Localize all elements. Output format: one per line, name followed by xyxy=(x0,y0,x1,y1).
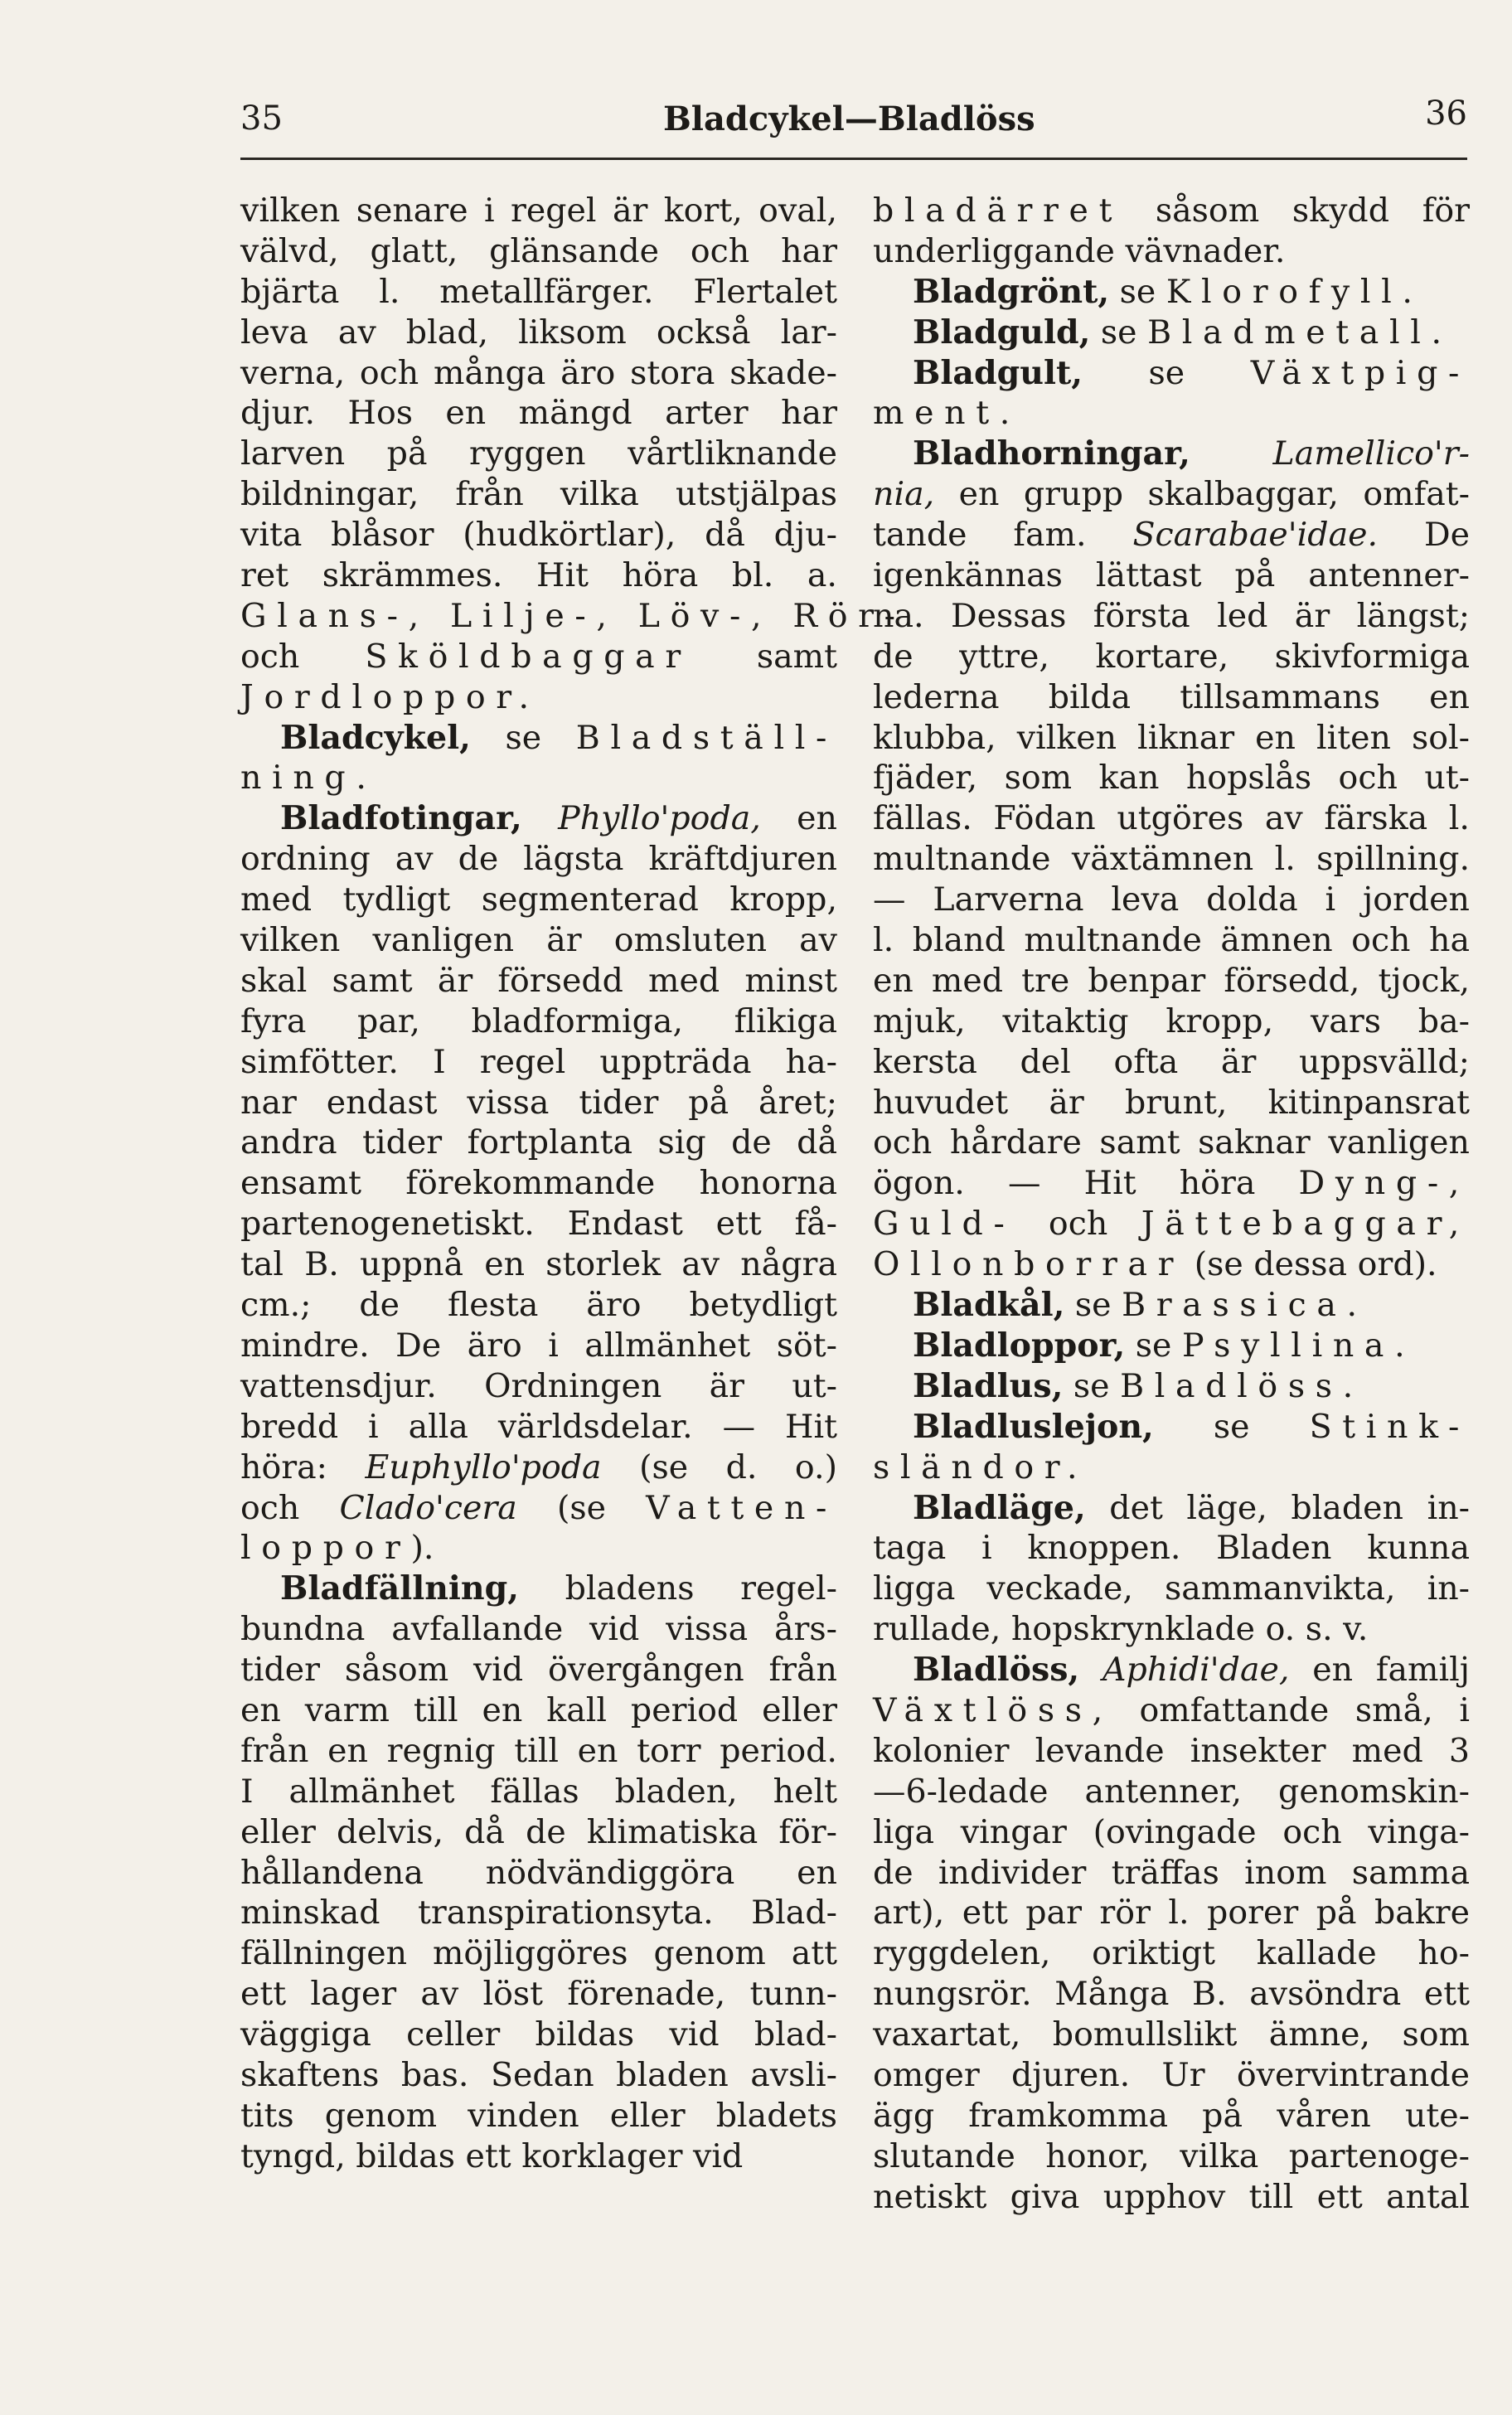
spaced-reference: bladärret xyxy=(873,192,1123,230)
text-segment: tal B. uppnå en storlek av några xyxy=(240,1245,837,1284)
text-segment: se xyxy=(1063,1366,1121,1405)
text-line xyxy=(873,718,1470,759)
text-line xyxy=(873,758,1470,798)
text-line xyxy=(873,1690,1470,1731)
text-segment: och xyxy=(240,1488,340,1527)
text-segment: med tydligt segmenterad kropp, xyxy=(240,880,837,919)
text-segment: leva av blad, liksom också lar- xyxy=(240,313,837,352)
text-line xyxy=(240,1974,837,2015)
text-segment: fällningen möjliggöres genom att xyxy=(240,1934,837,1973)
text-line xyxy=(873,677,1470,718)
spaced-reference: Bladlöss. xyxy=(1120,1366,1364,1405)
spaced-reference: Växtpig- xyxy=(1250,353,1470,392)
text-line xyxy=(873,596,1470,637)
text-line xyxy=(240,1123,837,1163)
text-segment: cm.; de flesta äro betydligt xyxy=(240,1286,837,1325)
right-page-number: 36 xyxy=(1425,95,1467,133)
text-line xyxy=(240,1731,837,1772)
text-line xyxy=(240,555,837,596)
text-segment: slutande honor, vilka partenoge- xyxy=(873,2136,1470,2175)
text-segment: mjuk, vitaktig kropp, vars ba- xyxy=(873,1001,1470,1040)
spaced-reference: sländor. xyxy=(873,1448,1088,1486)
text-segment: djur. Hos en mängd arter har xyxy=(240,394,837,433)
text-segment: (se xyxy=(516,1488,647,1527)
spaced-reference: Klorofyll. xyxy=(1166,272,1423,311)
text-line xyxy=(240,1690,837,1731)
text-line xyxy=(240,1163,837,1204)
text-line xyxy=(240,515,837,555)
text-line xyxy=(240,1488,837,1529)
text-segment: (se d. o.) xyxy=(601,1448,837,1486)
text-segment: vita blåsor (hudkörtlar), då dju- xyxy=(240,516,837,555)
text-line xyxy=(873,272,1470,313)
entry-headword: Bladfotingar, xyxy=(280,799,522,838)
entry-headword: Bladluslejon, xyxy=(913,1407,1154,1446)
running-header xyxy=(240,93,1467,151)
text-line xyxy=(873,1326,1470,1366)
text-segment: ett lager av löst förenade, tunn- xyxy=(240,1975,837,2014)
text-segment: skaftens bas. Sedan bladen avsli- xyxy=(240,2055,837,2094)
text-segment: vilken vanligen är omsluten av xyxy=(240,921,837,960)
text-line xyxy=(873,1042,1470,1083)
text-segment: tande fam. xyxy=(873,516,1133,555)
text-segment: tits genom vinden eller bladets xyxy=(240,2096,837,2135)
text-line xyxy=(240,1650,837,1690)
text-line xyxy=(240,353,837,394)
entry-headword: Bladläge, xyxy=(913,1488,1086,1527)
latin-term: Lamellico'r- xyxy=(1272,434,1470,473)
text-segment: vattensdjur. Ordningen är ut- xyxy=(240,1366,837,1405)
text-segment: ensamt förekommande honorna xyxy=(240,1164,837,1203)
text-segment: en xyxy=(760,799,837,838)
text-line xyxy=(873,393,1470,434)
text-line xyxy=(873,1528,1470,1569)
text-segment: bjärta l. metallfärger. Flertalet xyxy=(240,272,837,311)
text-line xyxy=(240,1448,837,1488)
text-line xyxy=(873,1407,1470,1448)
text-line xyxy=(240,1893,837,1933)
text-segment: nar endast vissa tider på året; xyxy=(240,1083,837,1122)
text-line xyxy=(240,718,837,759)
text-segment: — Larverna leva dolda i jorden xyxy=(873,880,1470,919)
text-line xyxy=(240,272,837,313)
text-segment: mindre. De äro i allmänhet söt- xyxy=(240,1326,837,1365)
text-segment: liga vingar (ovingade och vinga- xyxy=(873,1812,1470,1851)
spaced-reference: Vatten- xyxy=(646,1488,838,1527)
text-line xyxy=(873,1812,1470,1853)
text-segment: ögon. — Hit höra xyxy=(873,1164,1299,1203)
text-segment: ligga veckade, sammanvikta, in- xyxy=(873,1569,1470,1608)
text-segment: samt xyxy=(691,637,837,676)
text-line xyxy=(873,1974,1470,2015)
text-segment: se xyxy=(1125,1326,1182,1365)
spaced-reference: Glans-, Lilje-, Löv-, Rör- xyxy=(240,596,906,635)
text-segment: l. bland multnande ämnen och ha xyxy=(873,921,1470,960)
text-segment: verna, och många äro stora skade- xyxy=(240,353,837,392)
text-line xyxy=(873,920,1470,961)
text-segment: se xyxy=(470,718,576,757)
text-line xyxy=(873,2015,1470,2055)
text-segment: larven på ryggen vårtliknande xyxy=(240,434,837,473)
right-text-column xyxy=(873,191,1470,2218)
text-line xyxy=(873,1650,1470,1690)
text-line xyxy=(873,191,1470,231)
latin-term: Phyllo'poda, xyxy=(558,799,761,838)
text-line xyxy=(240,313,837,353)
latin-term: Scarabae'idae. xyxy=(1132,516,1379,555)
latin-term: Clado'cera xyxy=(339,1488,517,1527)
text-segment: en med tre benpar försedd, tjock, xyxy=(873,961,1470,1000)
text-segment: igenkännas lättast på antenner- xyxy=(873,556,1470,595)
text-segment: multnande växtämnen l. spillning. xyxy=(873,840,1470,879)
entry-headword: Bladlus, xyxy=(913,1366,1064,1405)
text-line xyxy=(240,2015,837,2055)
text-segment: kolonier levande insekter med 3 xyxy=(873,1731,1470,1770)
text-line xyxy=(873,1083,1470,1123)
spaced-reference: Psyllina. xyxy=(1182,1326,1416,1365)
text-line xyxy=(873,434,1470,474)
latin-term: nia, xyxy=(873,475,935,514)
text-segment: kersta del ofta är uppsvälld; xyxy=(873,1042,1470,1081)
text-line xyxy=(240,2136,837,2177)
entry-headword: Bladfällning, xyxy=(280,1569,520,1608)
text-line xyxy=(873,798,1470,839)
text-line xyxy=(873,1853,1470,1894)
text-line xyxy=(873,961,1470,1001)
text-segment: fyra par, bladformiga, flikiga xyxy=(240,1001,837,1040)
text-line xyxy=(240,880,837,920)
text-segment: bredd i alla världsdelar. — Hit xyxy=(240,1407,837,1446)
text-segment: och hårdare samt saknar vanligen xyxy=(873,1123,1470,1162)
text-line xyxy=(873,1163,1470,1204)
text-line xyxy=(240,1933,837,1974)
text-line xyxy=(240,839,837,880)
text-line xyxy=(873,1448,1470,1488)
text-line xyxy=(240,1042,837,1083)
text-segment: de yttre, kortare, skivformiga xyxy=(873,637,1470,676)
spaced-reference: Brassica. xyxy=(1122,1286,1368,1325)
text-segment: minskad transpirationsyta. Blad- xyxy=(240,1894,837,1932)
text-segment: de individer träffas inom samma xyxy=(873,1853,1470,1892)
entry-headword: Bladgult, xyxy=(913,353,1083,392)
text-line xyxy=(873,880,1470,920)
text-segment xyxy=(522,799,558,837)
text-line xyxy=(873,1488,1470,1529)
text-line xyxy=(240,1609,837,1650)
text-segment xyxy=(1190,434,1273,473)
text-line xyxy=(240,1812,837,1853)
text-segment: fällas. Födan utgöres av färska l. xyxy=(873,799,1470,838)
text-segment: såsom skydd för xyxy=(1122,192,1470,230)
text-segment: fjäder, som kan hopslås och ut- xyxy=(873,759,1470,798)
left-page-number: 35 xyxy=(240,99,283,138)
text-segment: eller delvis, då de klimatiska för- xyxy=(240,1812,837,1851)
text-line xyxy=(240,434,837,474)
text-segment: netiskt giva upphov till ett antal xyxy=(873,2177,1470,2216)
running-title: Bladcykel—Bladlöss xyxy=(663,99,1035,138)
text-line xyxy=(240,474,837,515)
text-segment: na. Dessas första led är längst; xyxy=(873,596,1470,635)
text-segment xyxy=(1079,1651,1102,1689)
spaced-reference: Stink- xyxy=(1309,1407,1470,1446)
text-line xyxy=(240,1083,837,1123)
text-segment: bladens regel- xyxy=(519,1569,837,1608)
text-line xyxy=(240,1285,837,1326)
text-line xyxy=(240,1244,837,1285)
spaced-reference: Bladmetall. xyxy=(1147,313,1452,352)
text-segment: se xyxy=(1082,353,1251,392)
text-segment: taga i knoppen. Bladen kunna xyxy=(873,1529,1470,1568)
text-segment: en grupp skalbaggar, omfat- xyxy=(934,475,1470,514)
text-segment: och xyxy=(240,637,366,676)
text-line xyxy=(873,555,1470,596)
text-segment: välvd, glatt, glänsande och har xyxy=(240,231,837,270)
spaced-reference: loppor xyxy=(240,1529,411,1568)
text-segment: andra tider fortplanta sig de då xyxy=(240,1123,837,1162)
text-line xyxy=(873,1569,1470,1609)
text-line xyxy=(873,1772,1470,1812)
entry-headword: Bladhorningar, xyxy=(913,434,1190,473)
text-segment: omfattande små, i xyxy=(1112,1690,1470,1729)
text-segment: se xyxy=(1090,313,1148,352)
text-line xyxy=(873,2177,1470,2218)
text-segment: hållandena nödvändiggöra en xyxy=(240,1853,837,1892)
text-line xyxy=(240,1853,837,1894)
text-segment: se xyxy=(1109,272,1166,311)
text-segment: (se dessa ord). xyxy=(1184,1245,1437,1284)
text-line xyxy=(873,313,1470,353)
text-line xyxy=(873,839,1470,880)
text-line xyxy=(873,1001,1470,1042)
text-segment: partenogenetiskt. Endast ett få- xyxy=(240,1205,837,1244)
text-line xyxy=(873,2136,1470,2177)
text-line xyxy=(873,1285,1470,1326)
text-segment: ägg framkomma på våren ute- xyxy=(873,2096,1470,2135)
text-segment: se xyxy=(1064,1286,1122,1325)
text-line xyxy=(240,2055,837,2096)
text-line xyxy=(873,1933,1470,1974)
entry-headword: Bladgrönt, xyxy=(913,272,1110,311)
spaced-reference: Dyng-, xyxy=(1298,1164,1470,1203)
text-line xyxy=(873,1609,1470,1650)
spaced-reference: Ollonborrar xyxy=(873,1245,1185,1284)
text-line xyxy=(873,1893,1470,1933)
text-line xyxy=(873,231,1470,272)
text-segment: väggiga celler bildas vid blad- xyxy=(240,2015,837,2054)
text-line xyxy=(240,191,837,231)
text-segment: höra: xyxy=(240,1448,366,1486)
text-line xyxy=(873,353,1470,394)
text-line xyxy=(240,798,837,839)
text-segment: och xyxy=(1015,1205,1141,1244)
text-line xyxy=(240,1528,837,1569)
text-line xyxy=(240,596,906,637)
text-segment: se xyxy=(1153,1407,1310,1446)
text-line xyxy=(240,677,837,718)
text-segment: lederna bilda tillsammans en xyxy=(873,677,1470,716)
spaced-reference: Sköldbaggar xyxy=(365,637,691,676)
spaced-reference: Växtlöss, xyxy=(873,1690,1113,1729)
text-segment: en familj xyxy=(1289,1651,1470,1690)
text-segment: —6-ledade antenner, genomskin- xyxy=(873,1772,1470,1811)
text-line xyxy=(873,2096,1470,2136)
text-line xyxy=(873,1731,1470,1772)
text-segment: underliggande vävnader. xyxy=(873,231,1286,270)
text-segment: huvudet är brunt, kitinpansrat xyxy=(873,1083,1470,1122)
spaced-reference: Jordloppor. xyxy=(240,677,540,716)
text-line xyxy=(873,2055,1470,2096)
text-segment: nungsrör. Många B. avsöndra ett xyxy=(873,1975,1470,2014)
text-line xyxy=(240,1569,837,1609)
entry-headword: Bladguld, xyxy=(913,313,1091,352)
text-segment: De xyxy=(1378,516,1470,555)
text-segment: art), ett par rör l. porer på bakre xyxy=(873,1894,1470,1932)
text-segment: simfötter. I regel uppträda ha- xyxy=(240,1042,837,1081)
text-segment: ryggdelen, oriktigt kallade ho- xyxy=(873,1934,1470,1973)
spaced-reference: ning. xyxy=(240,759,377,798)
text-line xyxy=(873,515,1470,555)
spaced-reference: Jättebaggar, xyxy=(1141,1205,1470,1244)
text-segment: vilken senare i regel är kort, oval, xyxy=(240,192,837,230)
text-line xyxy=(873,1204,1470,1244)
text-segment: ret skrämmes. Hit höra bl. a. xyxy=(240,556,837,595)
header-rule xyxy=(240,158,1467,160)
text-line xyxy=(240,637,837,677)
text-segment: det läge, bladen in- xyxy=(1085,1488,1470,1527)
text-segment: klubba, vilken liknar en liten sol- xyxy=(873,718,1470,757)
text-line xyxy=(240,961,837,1001)
entry-headword: Bladkål, xyxy=(913,1286,1065,1325)
text-line xyxy=(873,1366,1470,1407)
text-line xyxy=(240,758,837,798)
text-line xyxy=(240,920,837,961)
entry-headword: Bladlöss, xyxy=(913,1651,1080,1690)
text-segment: från en regnig till en torr period. xyxy=(240,1731,837,1770)
text-line xyxy=(240,1407,837,1448)
text-line xyxy=(873,1123,1470,1163)
text-segment: en varm till en kall period eller xyxy=(240,1690,837,1729)
entry-headword: Bladloppor, xyxy=(913,1326,1126,1365)
text-segment: omger djuren. Ur övervintrande xyxy=(873,2055,1470,2094)
text-segment: tyngd, bildas ett korklager vid xyxy=(240,2136,744,2175)
text-segment: ordning av de lägsta kräftdjuren xyxy=(240,840,837,879)
text-line xyxy=(240,1772,837,1812)
text-line xyxy=(240,2096,837,2136)
text-segment: bildningar, från vilka utstjälpas xyxy=(240,475,837,514)
text-segment: skal samt är försedd med minst xyxy=(240,961,837,1000)
spaced-reference: Guld- xyxy=(873,1205,1015,1244)
text-line xyxy=(873,1244,1470,1285)
latin-term: Aphidi'dae, xyxy=(1102,1651,1290,1690)
text-line xyxy=(240,1326,837,1366)
text-line xyxy=(240,1204,837,1244)
text-line xyxy=(240,393,837,434)
text-segment: ). xyxy=(410,1529,434,1568)
spaced-reference: ment. xyxy=(873,394,1020,433)
text-line xyxy=(240,1366,837,1407)
text-line xyxy=(240,231,837,272)
text-segment: I allmänhet fällas bladen, helt xyxy=(240,1772,837,1811)
text-segment: rullade, hopskrynklade o. s. v. xyxy=(873,1610,1369,1649)
text-line xyxy=(873,474,1470,515)
entry-headword: Bladcykel, xyxy=(280,718,471,757)
text-segment: tider såsom vid övergången från xyxy=(240,1651,837,1690)
latin-term: Euphyllo'poda xyxy=(365,1448,602,1486)
text-line xyxy=(873,637,1470,677)
text-segment: bundna avfallande vid vissa års- xyxy=(240,1610,837,1649)
text-segment: vaxartat, bomullslikt ämne, som xyxy=(873,2015,1470,2054)
spaced-reference: Bladställ- xyxy=(575,718,837,757)
text-line xyxy=(240,1001,837,1042)
